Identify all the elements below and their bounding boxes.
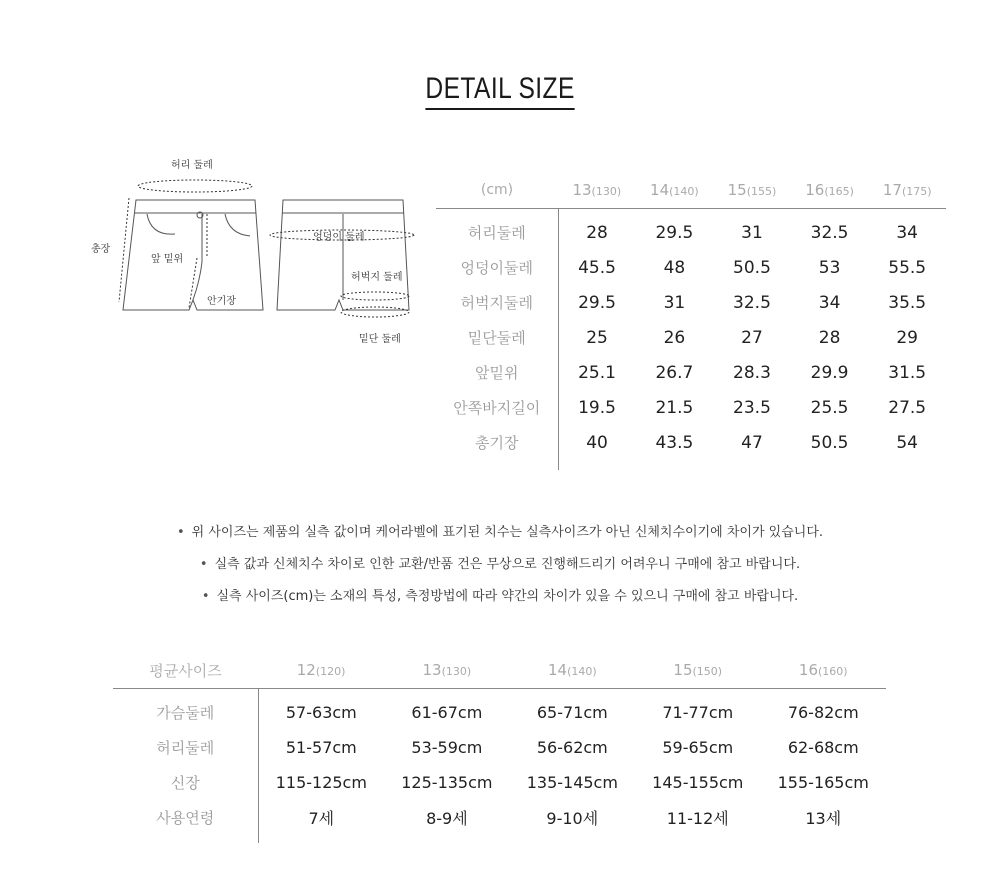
table-cell: 13세 — [805, 809, 842, 828]
table-cell: 34 — [896, 222, 918, 243]
table-cell: 59-65cm — [662, 738, 734, 757]
detail-size-header-row — [436, 172, 946, 209]
table-cell: 28 — [586, 222, 608, 243]
note-item: • 위 사이즈는 제품의 실측 값이며 케어라벨에 표기된 치수는 실측사이즈가 아닌 신체치수이기에 차이가 있습니다. — [0, 522, 1000, 554]
table-cell: 23.5 — [733, 397, 771, 418]
waist-measure-line — [138, 180, 252, 192]
table-cell: 27 — [741, 327, 763, 348]
size-header: 15(150) — [635, 652, 760, 689]
row-label: 사용연령 — [113, 800, 258, 843]
thigh-measure-line — [341, 292, 409, 300]
table-cell: 65-71cm — [536, 703, 608, 722]
table-cell: 53 — [818, 257, 841, 278]
table-cell: 47 — [741, 432, 763, 453]
size-header: 15(155) — [713, 172, 791, 209]
size-header: 14(140) — [636, 172, 714, 209]
page-title-text: DETAIL SIZE — [425, 72, 574, 110]
hem-measure-line — [341, 307, 409, 317]
table-cell: 35.5 — [888, 292, 927, 313]
table-cell: 7세 — [308, 809, 335, 828]
average-size-table — [113, 652, 886, 843]
table-cell: 31.5 — [888, 362, 927, 383]
table-cell: 56-62cm — [536, 738, 608, 757]
table-cell: 29.5 — [655, 222, 694, 243]
row-label: 신장 — [113, 765, 258, 800]
size-header: 14(140) — [510, 652, 635, 689]
table-cell: 21.5 — [655, 397, 694, 418]
total-length-label: 총장 — [91, 244, 111, 255]
size-header: 16(160) — [761, 652, 887, 689]
size-notes — [0, 522, 1000, 618]
table-cell: 29 — [896, 327, 918, 348]
front-shorts-outline — [123, 200, 263, 310]
table-row — [113, 730, 886, 765]
table-cell: 19.5 — [578, 397, 616, 418]
table-cell: 29.9 — [810, 362, 849, 383]
table-row — [436, 425, 946, 470]
table-cell: 31 — [663, 292, 686, 313]
average-size-header-row — [113, 652, 886, 689]
row-label: 밑단둘레 — [436, 320, 558, 355]
table-cell: 76-82cm — [787, 703, 859, 722]
hip-label: 엉덩이 둘레 — [313, 232, 365, 243]
table-cell: 26.7 — [655, 362, 694, 383]
table-cell: 11-12세 — [666, 809, 729, 828]
table-row — [436, 285, 946, 320]
hem-label: 밑단 둘레 — [359, 334, 401, 345]
waist-label: 허리 둘레 — [171, 160, 213, 171]
table-cell: 125-135cm — [401, 773, 493, 792]
table-cell: 71-77cm — [662, 703, 734, 722]
detail-size-table — [436, 172, 946, 470]
table-cell: 28.3 — [733, 362, 771, 383]
unit-header: (cm) — [436, 172, 558, 209]
row-label: 허리둘레 — [436, 209, 558, 251]
row-label: 엉덩이둘레 — [436, 250, 558, 285]
table-cell: 40 — [586, 432, 608, 453]
size-header: 12(120) — [258, 652, 384, 689]
size-header: 16(165) — [791, 172, 869, 209]
thigh-label: 허벅지 둘레 — [351, 272, 403, 283]
row-label: 허리둘레 — [113, 730, 258, 765]
size-header: 17(175) — [868, 172, 946, 209]
table-row — [113, 689, 886, 731]
table-cell: 32.5 — [810, 222, 849, 243]
table-cell: 34 — [818, 292, 841, 313]
table-cell: 29.5 — [578, 292, 616, 313]
table-cell: 25 — [586, 327, 608, 348]
table-cell: 45.5 — [578, 257, 616, 278]
table-cell: 155-165cm — [777, 773, 869, 792]
table-cell: 8-9세 — [426, 809, 468, 828]
table-cell: 50.5 — [733, 257, 771, 278]
table-cell: 27.5 — [888, 397, 927, 418]
table-cell: 57-63cm — [285, 703, 357, 722]
table-row — [436, 250, 946, 285]
front-rise-label: 앞 밑위 — [151, 254, 184, 265]
table-cell: 26 — [663, 327, 686, 348]
inseam-label: 안기장 — [207, 296, 236, 307]
table-cell: 43.5 — [655, 432, 694, 453]
table-cell: 9-10세 — [546, 809, 599, 828]
table-cell: 32.5 — [733, 292, 771, 313]
shorts-illustration — [85, 150, 425, 360]
table-row — [436, 390, 946, 425]
length-measure-line — [119, 198, 129, 302]
table-cell: 135-145cm — [526, 773, 618, 792]
shorts-measurement-diagram — [85, 150, 425, 360]
row-label: 총기장 — [436, 425, 558, 470]
table-cell: 62-68cm — [787, 738, 859, 757]
table-cell: 53-59cm — [411, 738, 483, 757]
table-row — [436, 320, 946, 355]
row-label: 가슴둘레 — [113, 689, 258, 731]
average-size-header: 평균사이즈 — [113, 652, 258, 689]
table-row — [113, 800, 886, 843]
table-row — [113, 765, 886, 800]
row-label: 앞밑위 — [436, 355, 558, 390]
table-cell: 50.5 — [810, 432, 849, 453]
table-cell: 54 — [896, 432, 918, 453]
table-cell: 55.5 — [888, 257, 927, 278]
table-cell: 25.5 — [810, 397, 849, 418]
note-item: • 실측 값과 신체치수 차이로 인한 교환/반품 건은 무상으로 진행해드리기 어려우니 구매에 참고 바랍니다. — [0, 554, 1000, 586]
table-cell: 51-57cm — [285, 738, 357, 757]
table-row — [436, 209, 946, 251]
table-row — [436, 355, 946, 390]
table-cell: 145-155cm — [652, 773, 744, 792]
table-cell: 115-125cm — [275, 773, 367, 792]
table-cell: 48 — [663, 257, 686, 278]
size-header: 13(130) — [558, 172, 636, 209]
table-cell: 61-67cm — [411, 703, 483, 722]
table-cell: 31 — [741, 222, 763, 243]
page-title — [0, 72, 1000, 110]
row-label: 허벅지둘레 — [436, 285, 558, 320]
note-item: • 실측 사이즈(cm)는 소재의 특성, 측정방법에 따라 약간의 차이가 있을 수 있으니 구매에 참고 바랍니다. — [0, 586, 1000, 618]
row-label: 안쪽바지길이 — [436, 390, 558, 425]
table-cell: 28 — [818, 327, 841, 348]
size-header: 13(130) — [384, 652, 509, 689]
table-cell: 25.1 — [578, 362, 616, 383]
